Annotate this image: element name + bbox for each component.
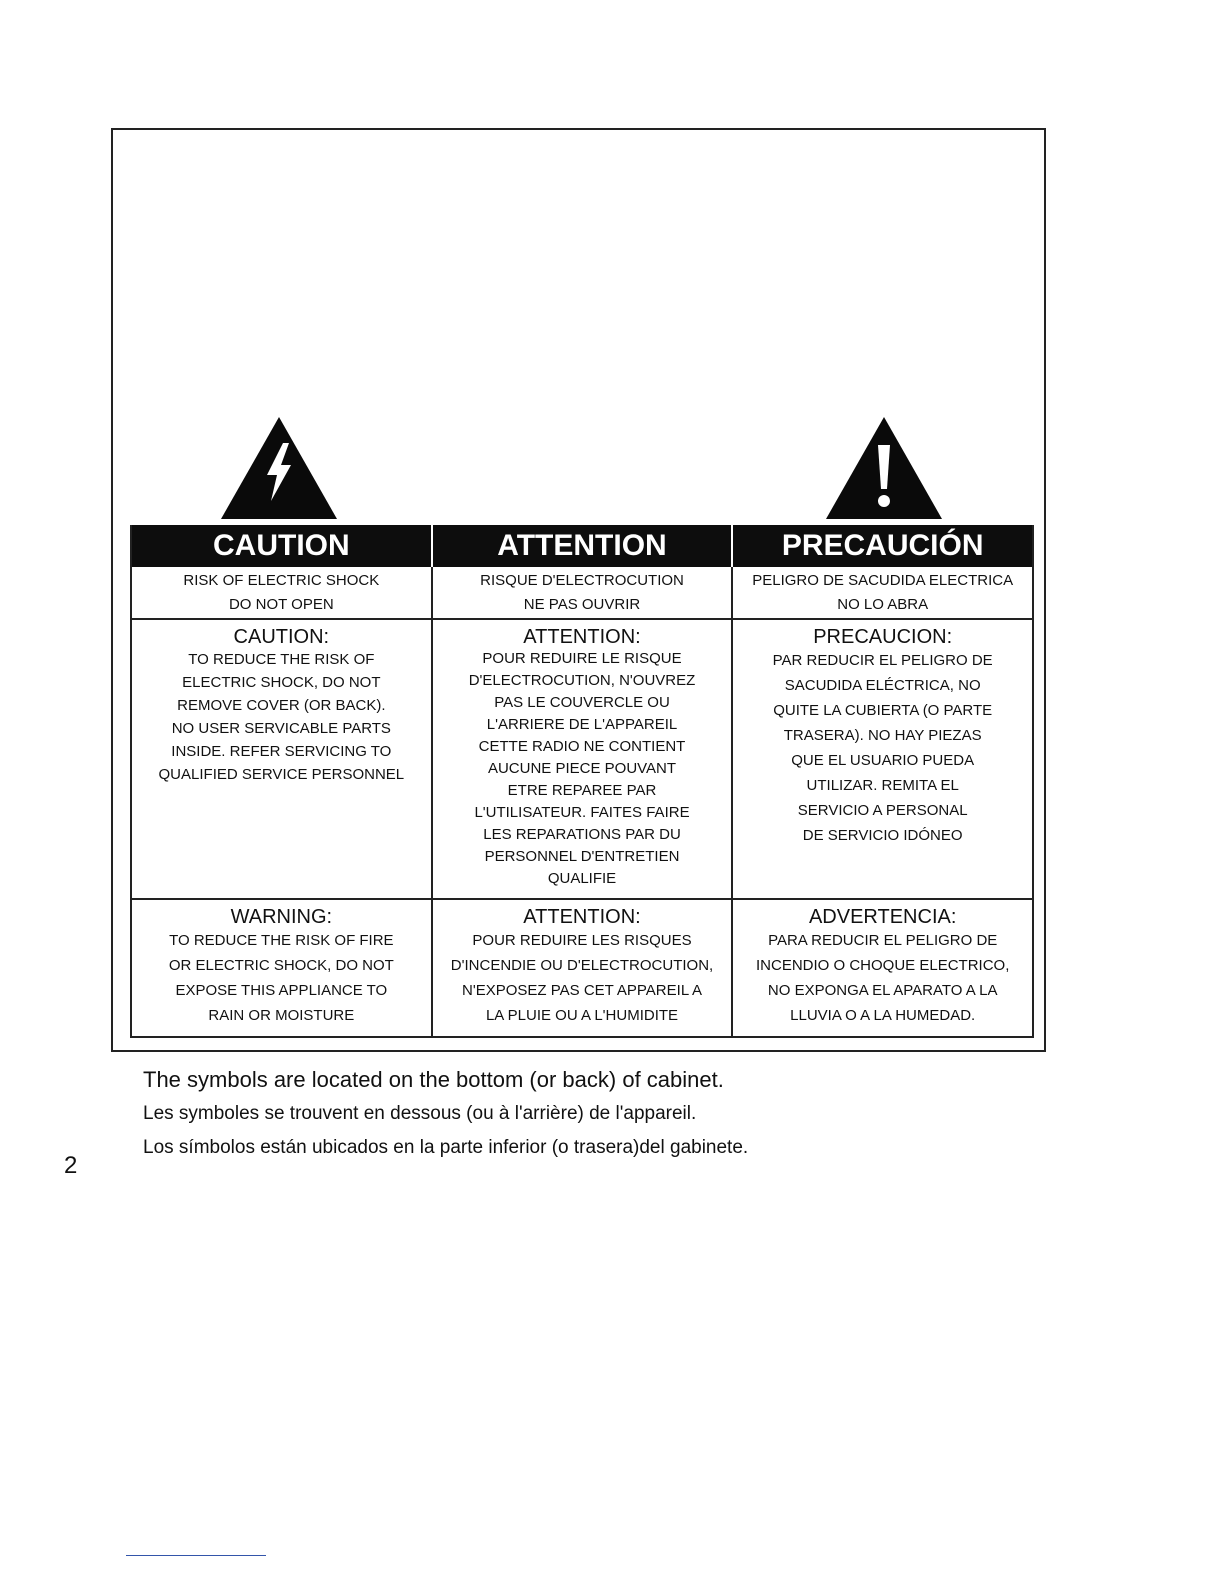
warning-row [132,900,1032,1036]
section-line: LA PLUIE OU A L'HUMIDITE [485,1007,679,1024]
header-caution: CAUTION [132,525,433,567]
section-line: L'UTILISATEUR. FAITES FAIRE [474,804,690,821]
section-title: ATTENTION: [523,906,641,928]
section-line: TRASERA). NO HAY PIEZAS [783,727,982,744]
section-line: PAS LE COUVERCLE OU [494,694,670,711]
section-line: REMOVE COVER (OR BACK). [177,697,386,714]
section-line: UTILIZAR. REMITA EL [806,777,959,794]
subtitle-line: RISK OF ELECTRIC SHOCK [183,572,380,589]
caution-es-cell [733,620,1032,898]
section-line: D'INCENDIE OU D'ELECTROCUTION, [450,957,714,974]
header-precaucion: PRECAUCIÓN [733,525,1032,567]
section-title: ATTENTION: [523,626,641,648]
warning-table [130,525,1034,1038]
page-number: 2 [64,1152,78,1179]
section-line: D'ELECTROCUTION, N'OUVREZ [468,672,696,689]
section-line: PAR REDUCIR EL PELIGRO DE [772,652,993,669]
section-line: N'EXPOSEZ PAS CET APPAREIL A [462,982,702,999]
subtitle-line: DO NOT OPEN [228,596,334,613]
section-line: PERSONNEL D'ENTRETIEN [484,848,680,865]
section-line: ELECTRIC SHOCK, DO NOT [182,674,381,691]
subtitle-line: NE PAS OUVRIR [523,596,641,613]
section-line: PARA REDUCIR EL PELIGRO DE [768,932,998,949]
note-english: The symbols are located on the bottom (or back) of cabinet. [143,1067,724,1092]
section-line: EXPOSE THIS APPLIANCE TO [175,982,388,999]
footer-rule [126,1555,266,1556]
section-line: NO EXPONGA EL APARATO A LA [767,982,998,999]
subtitle-line: PELIGRO DE SACUDIDA ELECTRICA [752,572,1014,589]
section-line: TO REDUCE THE RISK OF [188,651,375,668]
section-title: WARNING: [230,906,333,928]
warning-en-cell [132,900,433,1036]
section-title: ADVERTENCIA: [808,906,957,928]
section-line: QUALIFIED SERVICE PERSONNEL [158,766,405,783]
caution-row [132,620,1032,900]
note-french: Les symboles se trouvent en dessous (ou à l'arrière) de l'appareil. [143,1103,697,1124]
lightning-warning-icon [221,417,337,519]
warning-es-cell [733,900,1032,1036]
header-row [132,525,1032,567]
section-line: LES REPARATIONS PAR DU [483,826,681,843]
caution-fr-cell [433,620,734,898]
subtitle-line: NO LO ABRA [837,596,929,613]
section-line: LLUVIA O A LA HUMEDAD. [790,1007,976,1024]
section-line: QUALIFIE [547,870,617,887]
subtitle-caution [132,567,433,618]
section-line: DE SERVICIO IDÓNEO [802,827,963,844]
subtitle-attention [433,567,734,618]
section-line: SACUDIDA ELÉCTRICA, NO [784,677,981,694]
warning-label-panel [111,128,1046,1052]
section-line: SERVICIO A PERSONAL [797,802,968,819]
section-line: L'ARRIERE DE L'APPAREIL [486,716,678,733]
section-line: QUITE LA CUBIERTA (O PARTE [773,702,993,719]
section-line: TO REDUCE THE RISK OF FIRE [169,932,394,949]
warning-fr-cell [433,900,734,1036]
symbol-location-notes [143,1064,748,1164]
subtitle-row [132,567,1032,620]
section-line: INSIDE. REFER SERVICING TO [171,743,392,760]
section-line: AUCUNE PIECE POUVANT [487,760,677,777]
header-attention: ATTENTION [433,525,734,567]
note-spanish: Los símbolos están ubicados en la parte inferior (o trasera)del gabinete. [143,1137,749,1158]
section-line: POUR REDUIRE LE RISQUE [482,650,682,667]
exclamation-warning-icon [826,417,942,519]
section-line: NO USER SERVICABLE PARTS [171,720,391,737]
section-line: ETRE REPAREE PAR [507,782,657,799]
section-line: QUE EL USUARIO PUEDA [791,752,975,769]
section-line: RAIN OR MOISTURE [208,1007,355,1024]
section-line: INCENDIO O CHOQUE ELECTRICO, [756,957,1010,974]
subtitle-precaucion [733,567,1032,618]
section-line: CETTE RADIO NE CONTIENT [478,738,686,755]
section-line: POUR REDUIRE LES RISQUES [472,932,692,949]
section-line: OR ELECTRIC SHOCK, DO NOT [168,957,394,974]
caution-en-cell [132,620,433,898]
section-title: CAUTION: [233,626,330,648]
section-title: PRECAUCION: [813,626,953,648]
subtitle-line: RISQUE D'ELECTROCUTION [480,572,684,589]
